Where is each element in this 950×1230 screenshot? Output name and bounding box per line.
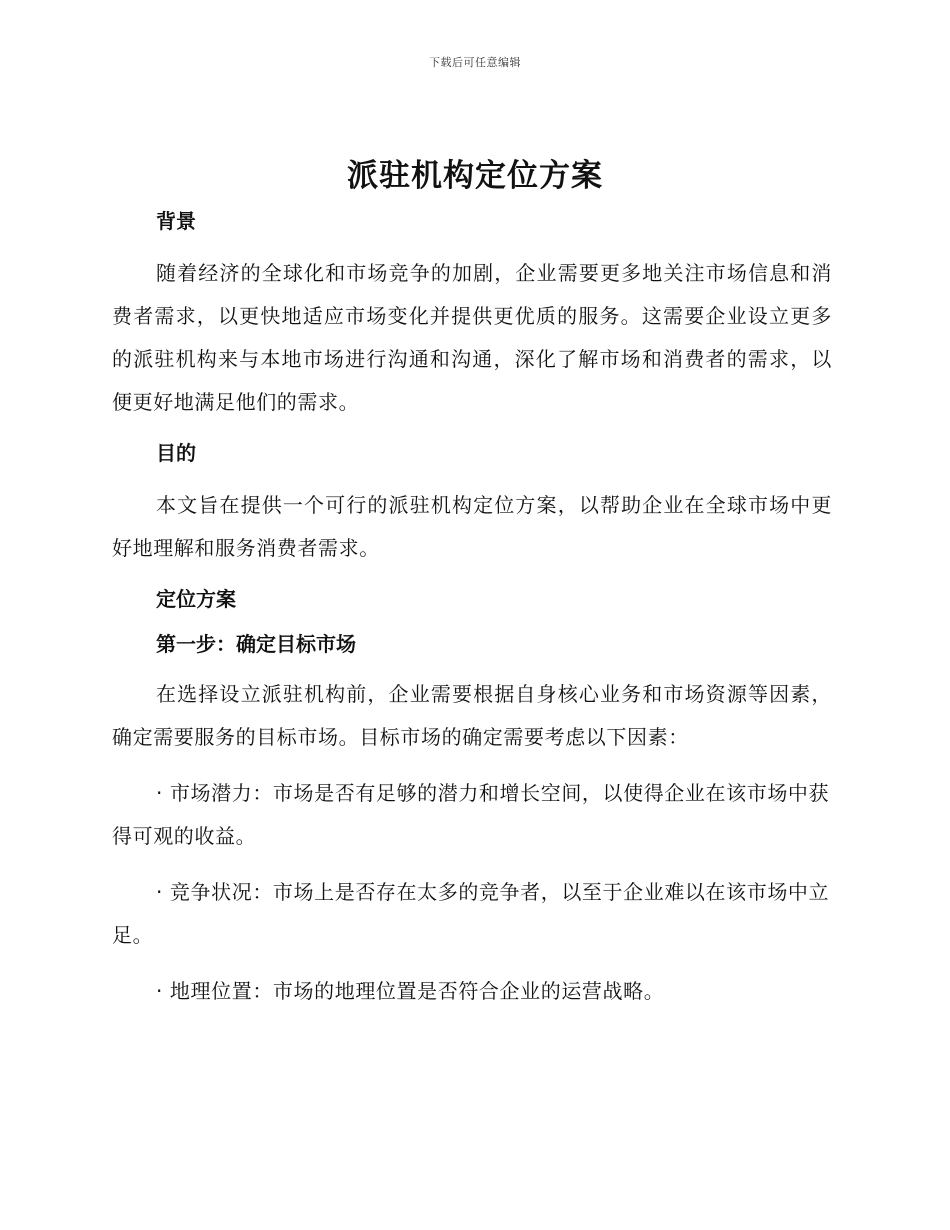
- document-title: 派驻机构定位方案: [347, 158, 603, 194]
- section-heading-step1: 第一步：确定目标市场: [156, 632, 356, 656]
- bullet-item-competition: · 竞争状况：市场上是否存在太多的竞争者，以至于企业难以在该市场中立足。: [112, 880, 830, 947]
- purpose-paragraph: 本文旨在提供一个可行的派驻机构定位方案，以帮助企业在全球市场中更好地理解和服务消费者需求。: [112, 493, 832, 560]
- bullet-item-location: · 地理位置：市场的地理位置是否符合企业的运营战略。: [156, 979, 665, 1003]
- step1-paragraph: 在选择设立派驻机构前，企业需要根据自身核心业务和市场资源等因素，确定需要服务的目标市场。目标市场的确定需要考虑以下因素：: [112, 682, 832, 749]
- header-note: 下载后可任意编辑: [429, 56, 521, 69]
- bullet-item-market-potential: · 市场潜力：市场是否有足够的潜力和增长空间，以使得企业在该市场中获得可观的收益。: [112, 781, 830, 848]
- background-paragraph: 随着经济的全球化和市场竞争的加剧，企业需要更多地关注市场信息和消费者需求，以更快地适应市场变化并提供更优质的服务。这需要企业设立更多的派驻机构来与本地市场进行沟通和沟通，深化了解市场和消费者的需求，以便更好地满足他们的需求。: [112, 261, 832, 414]
- document-body: [112, 205, 832, 1013]
- section-heading-purpose: 目的: [156, 441, 196, 465]
- section-heading-plan: 定位方案: [156, 587, 236, 611]
- section-heading-background: 背景: [156, 209, 196, 233]
